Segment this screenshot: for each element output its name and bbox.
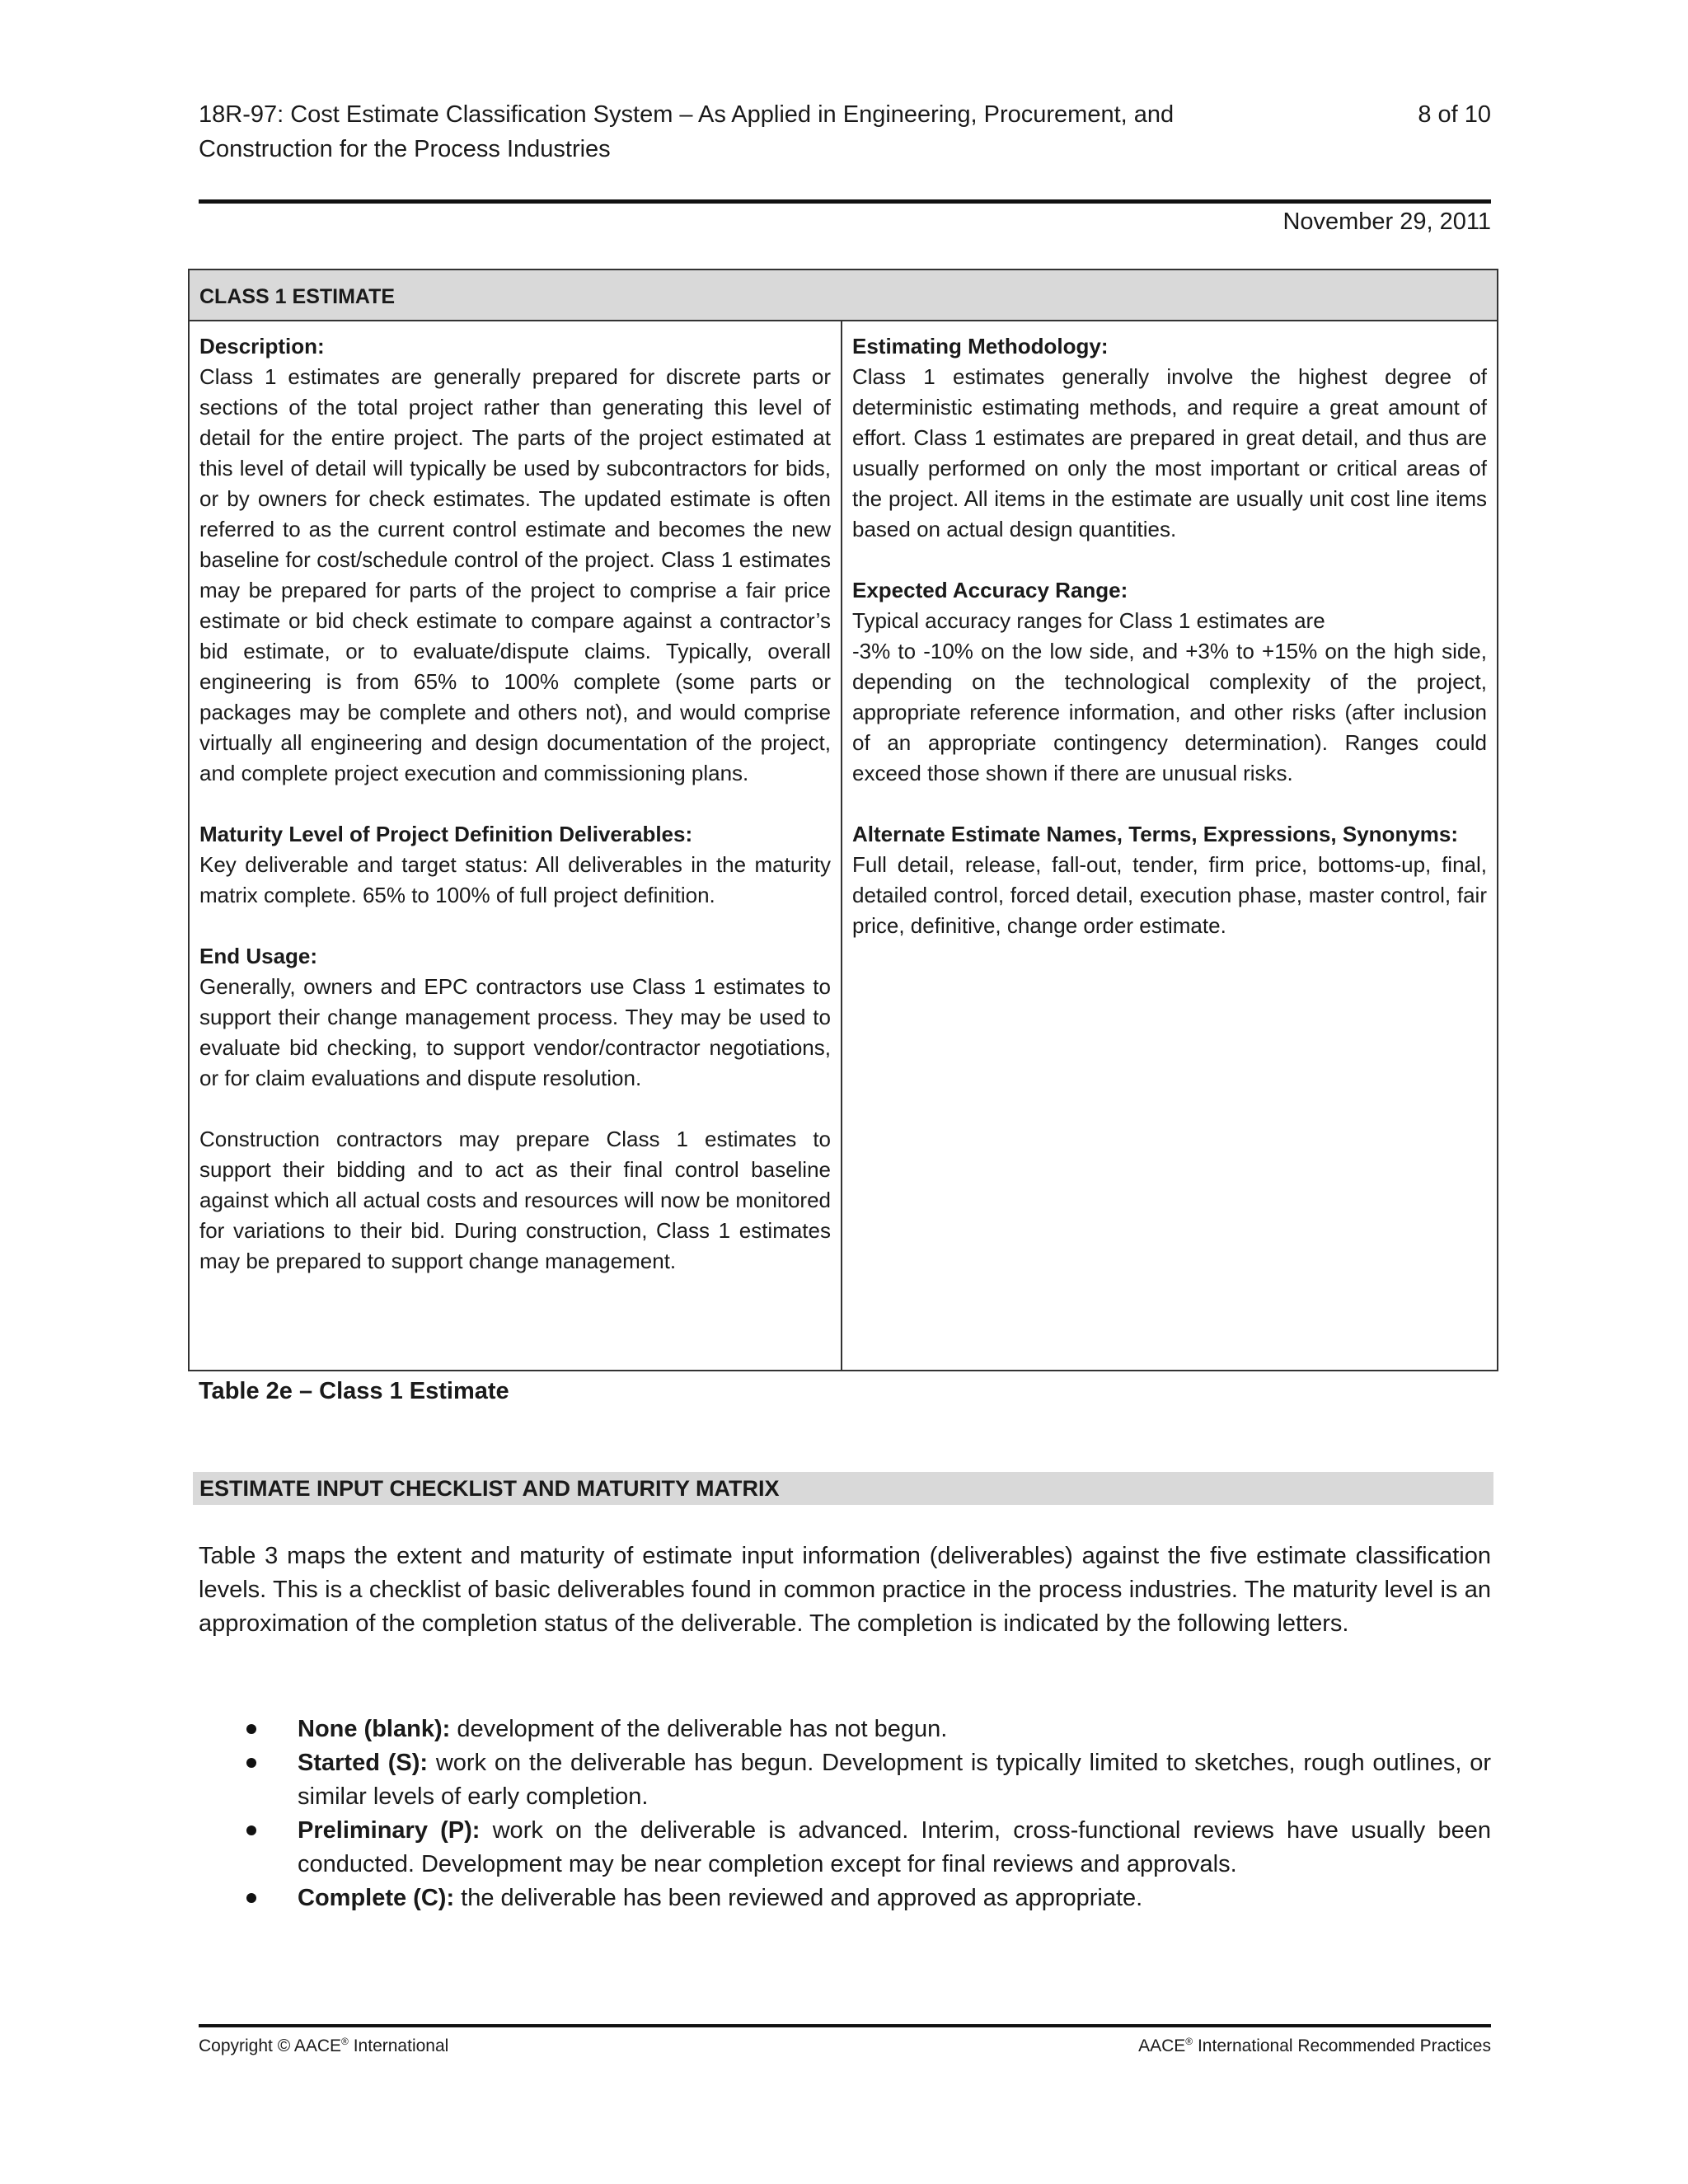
table-right-column <box>842 321 1497 1370</box>
list-item-term: Preliminary (P): <box>298 1817 481 1844</box>
accuracy-intro: Typical accuracy ranges for Class 1 estimates are <box>852 608 1325 633</box>
list-item-text: development of the deliverable has not begun. <box>450 1716 948 1742</box>
table-caption: Table 2e – Class 1 Estimate <box>199 1378 509 1404</box>
table-left-column <box>190 321 842 1370</box>
list-item <box>199 1713 1491 1746</box>
list-item-term: Complete (C): <box>298 1885 455 1911</box>
table-heading: CLASS 1 ESTIMATE <box>190 270 1497 321</box>
section-heading: ESTIMATE INPUT CHECKLIST AND MATURITY MATRIX <box>199 1476 780 1501</box>
methodology-heading: Estimating Methodology: <box>852 334 1109 359</box>
list-item <box>199 1882 1491 1915</box>
maturity-heading: Maturity Level of Project Definition Deliverables: <box>199 822 693 846</box>
bullet-icon <box>246 1893 256 1903</box>
completion-status-list <box>199 1713 1491 1915</box>
header-rule <box>199 199 1491 204</box>
end-usage-heading: End Usage: <box>199 944 318 968</box>
description-text: Class 1 estimates are generally prepared for discrete parts or sections of the total project rather than generating this level of detail for the entire project. The parts of the project estimated at this level of detail will typically be used by subcontractors for bids, or by owners for check estimates. The updated estimate is often referred to as the current control estimate and becomes the new baseline for cost/schedule control of the project. Class 1 estimates may be prepared for parts of the project to comprise a fair price estimate or bid check estimate to compare against a contractor’s bid estimate, or to evaluate/dispute claims. Typically, overall engineering is from 65% to 100% complete (some parts or packages may be complete and others not), and would comprise virtually all engineering and design documentation of the project, and complete project execution and commissioning plans. <box>199 364 831 785</box>
end-usage-text-1: Generally, owners and EPC contractors use Class 1 estimates to support their change management process. They may be used to evaluate bid checking, to support vendor/contractor negotiations, or for claim evaluations and dispute resolution. <box>199 974 831 1090</box>
header-title-line2: Construction for the Process Industries <box>199 136 611 162</box>
end-usage-text-2: Construction contractors may prepare Class 1 estimates to support their bidding and to act as their final control baseline against which all actual costs and resources will now be monitored for variations to their bid. During construction, Class 1 estimates may be prepared to support change management. <box>199 1127 831 1273</box>
maturity-text: Key deliverable and target status: All deliverables in the maturity matrix complete. 65% to 100% of full project definition. <box>199 852 831 907</box>
bullet-icon <box>246 1724 256 1734</box>
alternate-names-text: Full detail, release, fall-out, tender, firm price, bottoms-up, final, detailed control, forced detail, execution phase, master control, fair price, definitive, change order estimate. <box>852 852 1487 938</box>
accuracy-text: -3% to -10% on the low side, and +3% to +15% on the high side, depending on the technological complexity of the project, appropriate reference information, and other risks (after inclusion of an appropriate contingency determination). Ranges could exceed those shown if there are unusual risks. <box>852 639 1487 785</box>
list-item-text: work on the deliverable is advanced. Interim, cross-functional reviews have usually been conducted. Development may be near completion except for final reviews and approvals. <box>298 1817 1491 1877</box>
header-date: November 29, 2011 <box>1282 209 1491 235</box>
alternate-names-heading: Alternate Estimate Names, Terms, Expressions, Synonyms: <box>852 822 1459 846</box>
list-item-text: the deliverable has been reviewed and approved as appropriate. <box>454 1885 1143 1911</box>
accuracy-heading: Expected Accuracy Range: <box>852 578 1128 602</box>
bullet-icon <box>246 1825 256 1835</box>
bullet-icon <box>246 1758 256 1768</box>
list-item <box>199 1814 1491 1882</box>
section-heading-band <box>193 1472 1493 1505</box>
list-item-term: Started (S): <box>298 1750 429 1776</box>
page-number: 8 of 10 <box>1418 101 1491 128</box>
footer-copyright: Copyright © AACE® International <box>199 2036 449 2055</box>
list-item-text: work on the deliverable has begun. Development is typically limited to sketches, rough outlines, or similar levels of early completion. <box>298 1750 1491 1810</box>
header-title <box>199 97 1303 166</box>
description-heading: Description: <box>199 334 325 359</box>
methodology-text: Class 1 estimates generally involve the highest degree of deterministic estimating methods, and require a great amount of effort. Class 1 estimates are prepared in great detail, and thus are usually performed on only the most important or critical areas of the project. All items in the estimate are usually unit cost line items based on actual design quantities. <box>852 364 1487 541</box>
header-title-line1: 18R-97: Cost Estimate Classification System – As Applied in Engineering, Procurement, and <box>199 101 1175 128</box>
table-body <box>190 321 1497 1370</box>
list-item-term: None (blank): <box>298 1716 451 1742</box>
section-paragraph: Table 3 maps the extent and maturity of estimate input information (deliverables) against the five estimate classification levels. This is a checklist of basic deliverables found in common practice in the process industries. The maturity level is an approximation of the completion status of the deliverable. The completion is indicated by the following letters. <box>199 1543 1491 1637</box>
footer-rule <box>199 2024 1491 2027</box>
list-item <box>199 1746 1491 1814</box>
footer-series: AACE® International Recommended Practices <box>1138 2036 1491 2055</box>
class-1-estimate-table <box>188 269 1498 1371</box>
